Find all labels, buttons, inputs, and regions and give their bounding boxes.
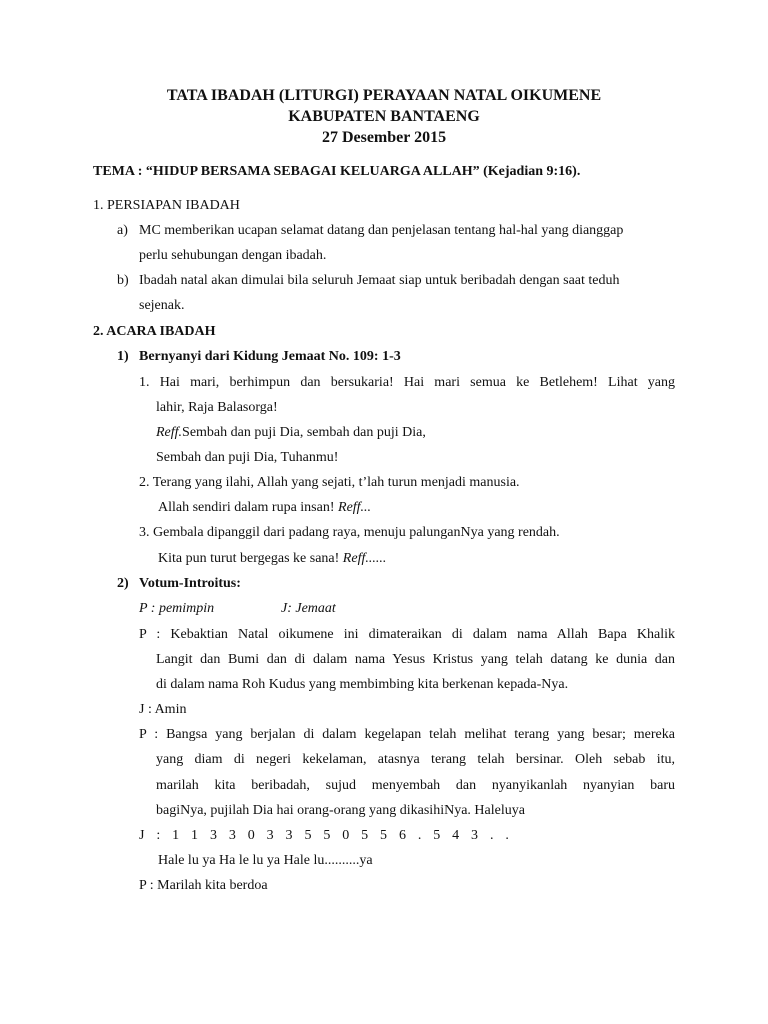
- p3-berdoa: P : Marilah kita berdoa: [139, 878, 268, 893]
- p2-line2: yang diam di negeri kekelaman, atasnya terang telah bersinar. Oleh sebab itu,: [156, 752, 675, 767]
- verse1-line1: 1. Hai mari, berhimpun dan bersukaria! Hai mari semua ke Betlehem! Lihat yang: [139, 375, 675, 390]
- j1-amin: J : Amin: [139, 702, 187, 717]
- legend-pemimpin: P : pemimpin: [139, 601, 215, 616]
- reff-label: Reff.: [156, 425, 183, 440]
- section1-heading: 1. PERSIAPAN IBADAH: [93, 198, 240, 213]
- p2-line1: P : Bangsa yang berjalan di dalam kegelapan telah melihat terang yang besar; mereka: [139, 727, 675, 742]
- legend-jemaat: J: Jemaat: [281, 601, 336, 616]
- document-title-line1: TATA IBADAH (LITURGI) PERAYAAN NATAL OIKUMENE: [166, 87, 602, 104]
- p1-line3: di dalam nama Roh Kudus yang membimbing kita berkenan kepada-Nya.: [156, 677, 569, 692]
- reff-line2: Sembah dan puji Dia, Tuhanmu!: [156, 450, 339, 465]
- verse2-reff: Reff...: [338, 500, 372, 515]
- verse2-line1: 2. Terang yang ilahi, Allah yang sejati, t’lah turun menjadi manusia.: [139, 475, 520, 490]
- item-b-marker: b): [117, 273, 129, 288]
- item-a-line1: MC memberikan ucapan selamat datang dan penjelasan tentang hal-hal yang dianggap: [139, 223, 624, 238]
- verse2-line2-container: [158, 499, 371, 517]
- reff-line1-container: [156, 424, 426, 442]
- p1-line2: Langit dan Bumi dan di dalam nama Yesus Kristus yang telah datang ke dunia dan: [156, 652, 675, 667]
- j2-notes: J : 1 1 3 3 0 3 3 5 5 0 5 5 6 . 5 4 3 . .: [139, 828, 514, 843]
- verse2-line2: Allah sendiri dalam rupa insan!: [158, 500, 335, 515]
- tema-line: TEMA : “HIDUP BERSAMA SEBAGAI KELUARGA ALLAH” (Kejadian 9:16).: [93, 164, 581, 179]
- reff-line1: Sembah dan puji Dia, sembah dan puji Dia,: [182, 425, 426, 440]
- item-a-marker: a): [117, 223, 128, 238]
- j2-lyrics: Hale lu ya Ha le lu ya Hale lu..........ya: [158, 853, 373, 868]
- p1-line1: P : Kebaktian Natal oikumene ini dimateraikan di dalam nama Allah Bapa Khalik: [139, 627, 675, 642]
- sub1-title: Bernyanyi dari Kidung Jemaat No. 109: 1-3: [139, 349, 401, 364]
- verse3-reff: Reff......: [342, 551, 387, 566]
- verse3-line1: 3. Gembala dipanggil dari padang raya, menuju palunganNya yang rendah.: [139, 525, 560, 540]
- verse1-line2: lahir, Raja Balasorga!: [156, 400, 278, 415]
- item-a-line2: perlu sehubungan dengan ibadah.: [139, 248, 327, 263]
- section2-heading: 2. ACARA IBADAH: [93, 324, 216, 339]
- document-date: 27 Desember 2015: [321, 129, 447, 146]
- sub2-marker: 2): [117, 576, 129, 591]
- document-title-line2: KABUPATEN BANTAENG: [288, 108, 480, 125]
- item-b-line1: Ibadah natal akan dimulai bila seluruh Jemaat siap untuk beribadah dengan saat teduh: [139, 273, 620, 288]
- p2-line3: marilah kita beribadah, sujud menyembah dan nyanyikanlah nyanyian baru: [156, 778, 675, 793]
- sub1-marker: 1): [117, 349, 129, 364]
- verse3-line2-container: [158, 550, 386, 568]
- item-b-line2: sejenak.: [139, 298, 185, 313]
- p2-line4: bagiNya, pujilah Dia hai orang-orang yang dikasihiNya. Haleluya: [156, 803, 525, 818]
- sub2-title: Votum-Introitus:: [139, 576, 241, 591]
- verse3-line2: Kita pun turut bergegas ke sana!: [158, 551, 340, 566]
